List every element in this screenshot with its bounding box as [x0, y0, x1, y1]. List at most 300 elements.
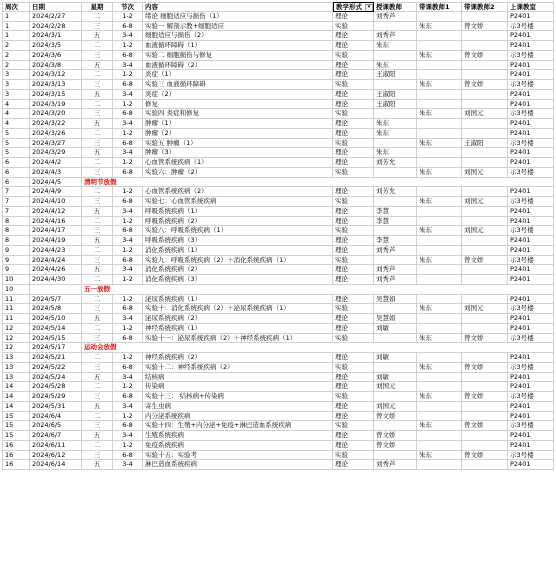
cell-weekday[interactable]: 五 — [82, 207, 113, 217]
cell-date[interactable]: 2024/2/27 — [30, 12, 82, 22]
cell-week[interactable]: 8 — [2, 236, 30, 246]
cell-date[interactable]: 2024/6/5 — [30, 421, 82, 431]
header-date[interactable]: 日期 — [30, 2, 82, 12]
cell-weekday[interactable]: 五 — [82, 431, 113, 441]
cell-assistant-2[interactable]: 刘国元 — [462, 304, 508, 314]
cell-week[interactable]: 11 — [2, 304, 30, 314]
cell-weekday[interactable]: 五 — [82, 90, 113, 100]
cell-date[interactable]: 2024/5/24 — [30, 373, 82, 383]
cell-weekday[interactable]: 二 — [82, 129, 113, 139]
cell-format[interactable]: 理论 — [333, 314, 374, 324]
cell-teacher[interactable] — [374, 197, 417, 207]
cell-room[interactable]: P2401 — [508, 412, 554, 422]
cell-format[interactable]: 理论 — [333, 70, 374, 80]
cell-assistant-2[interactable] — [462, 119, 508, 129]
cell-period[interactable]: 3-4 — [113, 90, 143, 100]
cell-format[interactable]: 理论 — [333, 90, 374, 100]
cell-content[interactable]: 实验十：消化系统疾病（2）＋泌尿系统疾病（1） — [143, 304, 333, 314]
cell-teacher[interactable]: 刘敏 — [374, 324, 417, 334]
cell-content[interactable]: 血液循环障碍（2） — [143, 61, 333, 71]
cell-assistant-2[interactable] — [462, 441, 508, 451]
cell-date[interactable]: 2024/6/14 — [30, 460, 82, 470]
cell-period[interactable]: 6-8 — [113, 80, 143, 90]
cell-room[interactable]: P2401 — [508, 441, 554, 451]
cell-weekday[interactable]: 二 — [82, 12, 113, 22]
cell-teacher[interactable] — [374, 304, 417, 314]
cell-date[interactable]: 2024/6/11 — [30, 441, 82, 451]
cell-week[interactable]: 9 — [2, 246, 30, 256]
cell-week[interactable]: 3 — [2, 70, 30, 80]
cell-date[interactable]: 2024/5/21 — [30, 353, 82, 363]
cell-week[interactable]: 2 — [2, 61, 30, 71]
cell-assistant-2[interactable] — [462, 12, 508, 22]
cell-date[interactable]: 2024/4/19 — [30, 236, 82, 246]
cell-assistant-2[interactable]: 刘国元 — [462, 197, 508, 207]
cell-period[interactable]: 6-8 — [113, 168, 143, 178]
cell-date[interactable]: 2024/4/24 — [30, 256, 82, 266]
cell-assistant-2[interactable] — [462, 246, 508, 256]
cell-period[interactable]: 3-4 — [113, 207, 143, 217]
cell-assistant-1[interactable]: 朱东 — [417, 256, 462, 266]
cell-assistant-1[interactable]: 朱东 — [417, 226, 462, 236]
cell-assistant-1[interactable]: 朱东 — [417, 451, 462, 461]
cell-format[interactable]: 实验 — [333, 80, 374, 90]
cell-week[interactable]: 1 — [2, 12, 30, 22]
cell-weekday[interactable]: 三 — [82, 51, 113, 61]
cell-teacher[interactable] — [374, 168, 417, 178]
cell-assistant-2[interactable]: 曾文娇 — [462, 80, 508, 90]
cell-week[interactable]: 4 — [2, 100, 30, 110]
cell-weekday[interactable]: 二 — [82, 41, 113, 51]
cell-period[interactable]: 1-2 — [113, 158, 143, 168]
cell-week[interactable]: 14 — [2, 392, 30, 402]
cell-period[interactable]: 1-2 — [113, 295, 143, 305]
cell-format[interactable]: 实验 — [333, 451, 374, 461]
cell-room[interactable]: P2401 — [508, 295, 554, 305]
cell-date[interactable]: 2024/5/17 — [30, 343, 82, 353]
cell-format[interactable]: 理论 — [333, 382, 374, 392]
cell-teacher[interactable]: 曾文娇 — [374, 412, 417, 422]
cell-assistant-2[interactable] — [462, 431, 508, 441]
header-teacher[interactable]: 授课教师 — [374, 2, 417, 12]
cell-period[interactable]: 1-2 — [113, 275, 143, 285]
cell-date[interactable]: 2024/3/20 — [30, 109, 82, 119]
cell-weekday[interactable]: 二 — [82, 100, 113, 110]
cell-room[interactable]: P2401 — [508, 187, 554, 197]
cell-content[interactable]: 实验八：呼吸系统疾病（1） — [143, 226, 333, 236]
cell-room[interactable]: P2401 — [508, 431, 554, 441]
cell-assistant-1[interactable] — [417, 431, 462, 441]
cell-week[interactable]: 8 — [2, 226, 30, 236]
cell-week[interactable]: 16 — [2, 441, 30, 451]
cell-content[interactable]: 结核病 — [143, 373, 333, 383]
cell-assistant-2[interactable] — [462, 70, 508, 80]
cell-room[interactable]: 示3号楼 — [508, 51, 554, 61]
cell-assistant-1[interactable] — [417, 207, 462, 217]
cell-date[interactable]: 2024/5/7 — [30, 295, 82, 305]
cell-teacher[interactable]: 刘秀芦 — [374, 31, 417, 41]
cell-assistant-2[interactable] — [462, 90, 508, 100]
header-room[interactable]: 上课教室 — [508, 2, 554, 12]
cell-format[interactable]: 理论 — [333, 207, 374, 217]
cell-content[interactable]: 绪论 细胞适应与损伤（1） — [143, 12, 333, 22]
cell-content[interactable]: 心血管系统疾病（1） — [143, 158, 333, 168]
cell-date[interactable]: 2024/3/26 — [30, 129, 82, 139]
cell-room[interactable]: P2401 — [508, 119, 554, 129]
cell-assistant-1[interactable] — [417, 158, 462, 168]
cell-assistant-2[interactable] — [462, 265, 508, 275]
cell-teacher[interactable]: 曾文娇 — [374, 441, 417, 451]
cell-assistant-1[interactable] — [417, 129, 462, 139]
cell-weekday[interactable]: 五 — [82, 460, 113, 470]
holiday-note[interactable] — [82, 178, 554, 188]
cell-weekday[interactable]: 三 — [82, 22, 113, 32]
cell-room[interactable]: P2401 — [508, 275, 554, 285]
cell-room[interactable]: 示3号楼 — [508, 304, 554, 314]
cell-weekday[interactable]: 二 — [82, 412, 113, 422]
cell-week[interactable]: 2 — [2, 41, 30, 51]
cell-teacher[interactable]: 吴慧娟 — [374, 314, 417, 324]
cell-teacher[interactable]: 刘敏 — [374, 353, 417, 363]
cell-teacher[interactable]: 刘芳允 — [374, 187, 417, 197]
cell-room[interactable]: P2401 — [508, 402, 554, 412]
cell-assistant-1[interactable] — [417, 41, 462, 51]
cell-teacher[interactable] — [374, 109, 417, 119]
cell-week[interactable]: 13 — [2, 373, 30, 383]
cell-teacher[interactable]: 刘秀芦 — [374, 246, 417, 256]
cell-room[interactable]: 示3号楼 — [508, 168, 554, 178]
cell-room[interactable]: 示3号楼 — [508, 139, 554, 149]
cell-date[interactable]: 2024/3/15 — [30, 90, 82, 100]
cell-period[interactable]: 1-2 — [113, 246, 143, 256]
cell-week[interactable]: 8 — [2, 217, 30, 227]
cell-teacher[interactable]: 王淑阳 — [374, 90, 417, 100]
cell-assistant-2[interactable] — [462, 460, 508, 470]
cell-week[interactable]: 3 — [2, 80, 30, 90]
cell-content[interactable]: 实验七：心血管系统疾病 — [143, 197, 333, 207]
cell-content[interactable]: 实验十一：泌尿系统疾病（2）＋神经系统疾病（1） — [143, 334, 333, 344]
cell-weekday[interactable]: 五 — [82, 373, 113, 383]
cell-weekday[interactable]: 五 — [82, 402, 113, 412]
cell-period[interactable]: 6-8 — [113, 304, 143, 314]
header-assistant-1[interactable]: 带课教师1 — [417, 2, 462, 12]
cell-content[interactable]: 实验十三： 结核病+传染病 — [143, 392, 333, 402]
cell-week[interactable]: 13 — [2, 363, 30, 373]
cell-teacher[interactable]: 刘芳允 — [374, 158, 417, 168]
header-assistant-2[interactable]: 带课教师2 — [462, 2, 508, 12]
cell-teacher[interactable] — [374, 363, 417, 373]
header-content[interactable]: 内容 — [143, 2, 333, 12]
cell-content[interactable]: 呼吸系统疾病（2） — [143, 217, 333, 227]
cell-assistant-2[interactable] — [462, 382, 508, 392]
cell-weekday[interactable]: 二 — [82, 187, 113, 197]
cell-assistant-2[interactable] — [462, 217, 508, 227]
cell-date[interactable]: 2024/6/12 — [30, 451, 82, 461]
cell-period[interactable]: 1-2 — [113, 324, 143, 334]
cell-assistant-2[interactable] — [462, 236, 508, 246]
cell-assistant-1[interactable]: 朱东 — [417, 168, 462, 178]
cell-period[interactable]: 3-4 — [113, 265, 143, 275]
cell-weekday[interactable]: 五 — [82, 148, 113, 158]
cell-format[interactable]: 实验 — [333, 421, 374, 431]
cell-assistant-1[interactable] — [417, 314, 462, 324]
holiday-note[interactable] — [82, 285, 554, 295]
cell-format[interactable]: 理论 — [333, 61, 374, 71]
cell-content[interactable]: 泌尿系统疾病（1） — [143, 295, 333, 305]
cell-content[interactable]: 心血管系统疾病（2） — [143, 187, 333, 197]
cell-date[interactable]: 2024/4/17 — [30, 226, 82, 236]
cell-teacher[interactable]: 刘秀芦 — [374, 12, 417, 22]
cell-room[interactable]: P2401 — [508, 217, 554, 227]
cell-assistant-2[interactable] — [462, 187, 508, 197]
cell-content[interactable]: 实验二 细胞损伤与修复 — [143, 51, 333, 61]
cell-assistant-1[interactable]: 朱东 — [417, 421, 462, 431]
cell-room[interactable]: 示3号楼 — [508, 226, 554, 236]
cell-period[interactable]: 6-8 — [113, 334, 143, 344]
cell-weekday[interactable]: 二 — [82, 246, 113, 256]
cell-format[interactable]: 实验 — [333, 363, 374, 373]
cell-teacher[interactable]: 吴慧娟 — [374, 295, 417, 305]
cell-assistant-1[interactable]: 朱东 — [417, 139, 462, 149]
cell-teacher[interactable] — [374, 51, 417, 61]
cell-week[interactable]: 6 — [2, 168, 30, 178]
cell-period[interactable]: 6-8 — [113, 363, 143, 373]
cell-date[interactable]: 2024/3/27 — [30, 139, 82, 149]
cell-room[interactable]: 示3号楼 — [508, 421, 554, 431]
cell-assistant-1[interactable] — [417, 100, 462, 110]
cell-assistant-2[interactable]: 刘国元 — [462, 226, 508, 236]
cell-period[interactable]: 1-2 — [113, 217, 143, 227]
cell-period[interactable]: 6-8 — [113, 421, 143, 431]
cell-week[interactable]: 15 — [2, 412, 30, 422]
cell-date[interactable]: 2024/4/3 — [30, 168, 82, 178]
cell-teacher[interactable]: 刘秀芦 — [374, 275, 417, 285]
cell-room[interactable]: P2401 — [508, 61, 554, 71]
cell-week[interactable]: 1 — [2, 22, 30, 32]
cell-teacher[interactable]: 朱东 — [374, 148, 417, 158]
cell-content[interactable]: 呼吸系统疾病（3） — [143, 236, 333, 246]
cell-week[interactable]: 12 — [2, 334, 30, 344]
cell-teacher[interactable]: 刘秀芦 — [374, 460, 417, 470]
cell-room[interactable]: P2401 — [508, 148, 554, 158]
cell-date[interactable]: 2024/3/22 — [30, 119, 82, 129]
cell-week[interactable]: 15 — [2, 431, 30, 441]
cell-date[interactable]: 2024/5/31 — [30, 402, 82, 412]
cell-date[interactable]: 2024/4/2 — [30, 158, 82, 168]
cell-period[interactable]: 3-4 — [113, 119, 143, 129]
cell-format[interactable]: 理论 — [333, 412, 374, 422]
cell-assistant-1[interactable] — [417, 90, 462, 100]
cell-content[interactable]: 细胞适应与损伤（2） — [143, 31, 333, 41]
cell-room[interactable]: P2401 — [508, 353, 554, 363]
cell-format[interactable]: 理论 — [333, 12, 374, 22]
cell-week[interactable]: 3 — [2, 90, 30, 100]
cell-assistant-2[interactable] — [462, 61, 508, 71]
cell-teacher[interactable]: 朱东 — [374, 61, 417, 71]
cell-format[interactable]: 理论 — [333, 31, 374, 41]
cell-room[interactable]: P2401 — [508, 41, 554, 51]
cell-period[interactable]: 3-4 — [113, 236, 143, 246]
cell-date[interactable]: 2024/3/12 — [30, 70, 82, 80]
cell-format[interactable]: 理论 — [333, 324, 374, 334]
cell-teacher[interactable] — [374, 421, 417, 431]
cell-period[interactable]: 3-4 — [113, 148, 143, 158]
cell-format[interactable]: 实验 — [333, 334, 374, 344]
cell-content[interactable]: 血液循环障碍（1） — [143, 41, 333, 51]
cell-period[interactable]: 6-8 — [113, 451, 143, 461]
cell-teacher[interactable]: 刘秀芦 — [374, 265, 417, 275]
cell-week[interactable]: 6 — [2, 178, 30, 188]
cell-assistant-1[interactable]: 朱东 — [417, 197, 462, 207]
holiday-note[interactable] — [82, 343, 554, 353]
cell-week[interactable]: 6 — [2, 158, 30, 168]
cell-assistant-2[interactable]: 刘国元 — [462, 168, 508, 178]
cell-format[interactable]: 实验 — [333, 109, 374, 119]
cell-assistant-2[interactable]: 王淑阳 — [462, 139, 508, 149]
cell-teacher[interactable]: 李慧 — [374, 236, 417, 246]
cell-week[interactable]: 11 — [2, 314, 30, 324]
cell-weekday[interactable]: 五 — [82, 314, 113, 324]
cell-assistant-2[interactable] — [462, 353, 508, 363]
cell-assistant-2[interactable]: 曾文娇 — [462, 392, 508, 402]
cell-week[interactable]: 14 — [2, 382, 30, 392]
cell-format[interactable]: 理论 — [333, 129, 374, 139]
cell-content[interactable]: 实验六：肿瘤（2） — [143, 168, 333, 178]
cell-weekday[interactable]: 三 — [82, 168, 113, 178]
header-weekday[interactable]: 星期 — [82, 2, 113, 12]
cell-weekday[interactable]: 二 — [82, 70, 113, 80]
cell-teacher[interactable] — [374, 256, 417, 266]
cell-format[interactable]: 实验 — [333, 304, 374, 314]
cell-assistant-1[interactable] — [417, 324, 462, 334]
cell-teacher[interactable] — [374, 22, 417, 32]
cell-date[interactable]: 2024/3/29 — [30, 148, 82, 158]
cell-period[interactable]: 3-4 — [113, 460, 143, 470]
cell-content[interactable]: 肿瘤（3） — [143, 148, 333, 158]
cell-period[interactable]: 6-8 — [113, 226, 143, 236]
cell-assistant-1[interactable] — [417, 148, 462, 158]
cell-content[interactable]: 神经系统疾病（1） — [143, 324, 333, 334]
cell-content[interactable]: 内分泌系统疾病 — [143, 412, 333, 422]
cell-week[interactable]: 2 — [2, 51, 30, 61]
cell-content[interactable]: 生殖系统疾病 — [143, 431, 333, 441]
cell-week[interactable]: 13 — [2, 353, 30, 363]
cell-week[interactable]: 5 — [2, 129, 30, 139]
cell-assistant-1[interactable]: 朱东 — [417, 334, 462, 344]
cell-weekday[interactable]: 五 — [82, 236, 113, 246]
cell-assistant-2[interactable] — [462, 402, 508, 412]
cell-date[interactable]: 2024/4/26 — [30, 265, 82, 275]
cell-period[interactable]: 1-2 — [113, 12, 143, 22]
cell-week[interactable]: 7 — [2, 197, 30, 207]
cell-assistant-1[interactable]: 朱东 — [417, 80, 462, 90]
cell-weekday[interactable]: 三 — [82, 392, 113, 402]
cell-week[interactable]: 5 — [2, 139, 30, 149]
cell-period[interactable]: 3-4 — [113, 373, 143, 383]
cell-content[interactable]: 消化系统疾病（1） — [143, 246, 333, 256]
cell-room[interactable]: 示3号楼 — [508, 109, 554, 119]
cell-weekday[interactable]: 二 — [82, 295, 113, 305]
cell-date[interactable]: 2024/3/1 — [30, 31, 82, 41]
header-week[interactable]: 周次 — [2, 2, 30, 12]
cell-period[interactable]: 1-2 — [113, 382, 143, 392]
cell-content[interactable]: 泌尿系统疾病（2） — [143, 314, 333, 324]
cell-weekday[interactable]: 二 — [82, 441, 113, 451]
cell-format[interactable]: 实验 — [333, 256, 374, 266]
cell-assistant-1[interactable] — [417, 295, 462, 305]
cell-assistant-1[interactable]: 朱东 — [417, 392, 462, 402]
cell-week[interactable]: 4 — [2, 119, 30, 129]
cell-format[interactable]: 理论 — [333, 187, 374, 197]
cell-period[interactable]: 6-8 — [113, 22, 143, 32]
cell-format[interactable]: 理论 — [333, 295, 374, 305]
cell-room[interactable]: P2401 — [508, 324, 554, 334]
cell-teacher[interactable]: 朱东 — [374, 41, 417, 51]
cell-assistant-1[interactable] — [417, 61, 462, 71]
cell-week[interactable]: 1 — [2, 31, 30, 41]
cell-date[interactable]: 2024/3/8 — [30, 61, 82, 71]
cell-teacher[interactable]: 刘敏 — [374, 373, 417, 383]
cell-weekday[interactable]: 三 — [82, 197, 113, 207]
cell-assistant-1[interactable] — [417, 275, 462, 285]
cell-weekday[interactable]: 三 — [82, 334, 113, 344]
cell-assistant-1[interactable] — [417, 460, 462, 470]
cell-content[interactable]: 肿瘤（1） — [143, 119, 333, 129]
cell-weekday[interactable]: 二 — [82, 324, 113, 334]
cell-period[interactable]: 1-2 — [113, 187, 143, 197]
cell-date[interactable]: 2024/5/22 — [30, 363, 82, 373]
cell-date[interactable]: 2024/4/12 — [30, 207, 82, 217]
cell-date[interactable]: 2024/4/23 — [30, 246, 82, 256]
cell-weekday[interactable]: 三 — [82, 256, 113, 266]
cell-content[interactable]: 免疫系统疾病 — [143, 441, 333, 451]
cell-weekday[interactable]: 二 — [82, 353, 113, 363]
cell-period[interactable]: 6-8 — [113, 51, 143, 61]
cell-content[interactable]: 传染病 — [143, 382, 333, 392]
cell-date[interactable]: 2024/5/14 — [30, 324, 82, 334]
cell-weekday[interactable]: 二 — [82, 275, 113, 285]
cell-weekday[interactable]: 五 — [82, 265, 113, 275]
cell-period[interactable]: 1-2 — [113, 100, 143, 110]
cell-date[interactable]: 2024/5/8 — [30, 304, 82, 314]
cell-assistant-2[interactable] — [462, 41, 508, 51]
cell-period[interactable]: 1-2 — [113, 412, 143, 422]
cell-date[interactable] — [30, 285, 82, 295]
cell-week[interactable]: 4 — [2, 109, 30, 119]
cell-weekday[interactable]: 五 — [82, 31, 113, 41]
cell-teacher[interactable] — [374, 139, 417, 149]
cell-format[interactable]: 理论 — [333, 217, 374, 227]
cell-room[interactable]: 示3号楼 — [508, 197, 554, 207]
cell-assistant-2[interactable] — [462, 373, 508, 383]
cell-assistant-1[interactable] — [417, 119, 462, 129]
cell-format[interactable]: 理论 — [333, 119, 374, 129]
cell-content[interactable]: 肿瘤（2） — [143, 129, 333, 139]
cell-period[interactable]: 6-8 — [113, 109, 143, 119]
cell-assistant-1[interactable] — [417, 217, 462, 227]
cell-assistant-1[interactable] — [417, 412, 462, 422]
cell-assistant-2[interactable]: 曾文娇 — [462, 51, 508, 61]
cell-content[interactable]: 实验一 解剖示教+细胞适应 — [143, 22, 333, 32]
cell-teacher[interactable]: 朱东 — [374, 129, 417, 139]
cell-content[interactable]: 寄生虫病 — [143, 402, 333, 412]
cell-content[interactable]: 实验十四：生殖+内分泌+免疫+淋巴造血系统疾病 — [143, 421, 333, 431]
cell-format[interactable]: 理论 — [333, 148, 374, 158]
cell-room[interactable]: 示3号楼 — [508, 451, 554, 461]
cell-weekday[interactable]: 三 — [82, 304, 113, 314]
cell-weekday[interactable]: 二 — [82, 217, 113, 227]
cell-period[interactable]: 3-4 — [113, 314, 143, 324]
